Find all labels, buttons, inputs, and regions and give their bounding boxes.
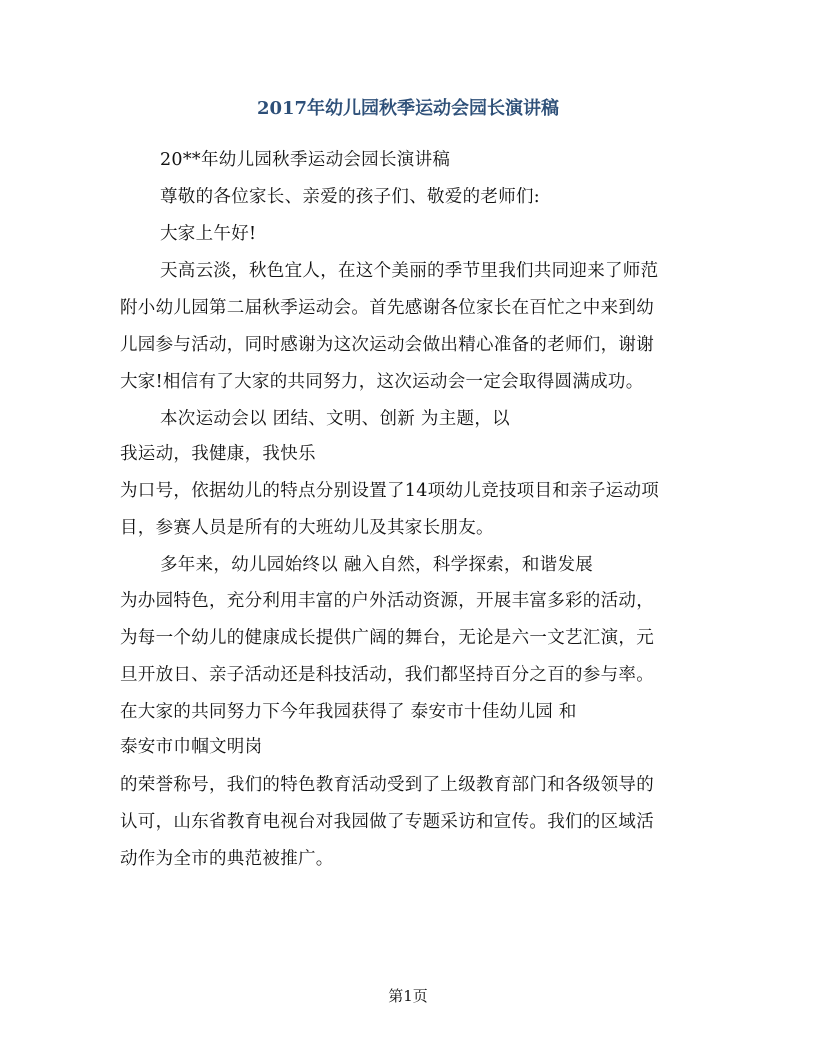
text-line: 多年来，幼儿园始终以 融入自然，科学探索，和谐发展 bbox=[160, 555, 594, 575]
text-line: 认可，山东省教育电视台对我园做了专题采访和宣传。我们的区域活 bbox=[120, 812, 654, 832]
text-line: 天高云淡，秋色宜人，在这个美丽的季节里我们共同迎来了师范 bbox=[160, 261, 659, 281]
text-line: 目，参赛人员是所有的大班幼儿及其家长朋友。 bbox=[120, 518, 494, 538]
text-line: 大家上午好! bbox=[160, 224, 257, 244]
text-line: 20**年幼儿园秋季运动会园长演讲稿 bbox=[160, 150, 451, 170]
text-line: 的荣誉称号，我们的特色教育活动受到了上级教育部门和各级领导的 bbox=[120, 775, 654, 795]
text-line: 动作为全市的典范被推广。 bbox=[120, 849, 334, 869]
text-line: 泰安市巾帼文明岗 bbox=[120, 737, 263, 757]
text-line: 本次运动会以 团结、文明、创新 为主题，以 bbox=[160, 409, 510, 429]
text-line: 在大家的共同努力下今年我园获得了 泰安市十佳幼儿园 和 bbox=[120, 702, 577, 722]
text-line: 旦开放日、亲子活动还是科技活动，我们都坚持百分之百的参与率。 bbox=[120, 665, 654, 685]
text-line: 附小幼儿园第二届秋季运动会。首先感谢各位家长在百忙之中来到幼 bbox=[120, 298, 654, 318]
page-number: 第1页 bbox=[388, 987, 428, 1005]
text-line: 尊敬的各位家长、亲爱的孩子们、敬爱的老师们: bbox=[160, 187, 540, 207]
text-line: 为办园特色，充分利用丰富的户外活动资源，开展丰富多彩的活动， bbox=[120, 591, 654, 611]
text-line: 大家!相信有了大家的共同努力，这次运动会一定会取得圆满成功。 bbox=[120, 372, 644, 392]
text-line: 儿园参与活动，同时感谢为这次运动会做出精心准备的老师们，谢谢 bbox=[120, 335, 654, 355]
text-line: 我运动，我健康，我快乐 bbox=[120, 444, 316, 464]
document-title: 2017年幼儿园秋季运动会园长演讲稿 bbox=[256, 98, 560, 119]
text-line: 为口号，依据幼儿的特点分别设置了14项幼儿竞技项目和亲子运动项 bbox=[120, 481, 660, 501]
text-line: 为每一个幼儿的健康成长提供广阔的舞台，无论是六一文艺汇演，元 bbox=[120, 628, 654, 648]
